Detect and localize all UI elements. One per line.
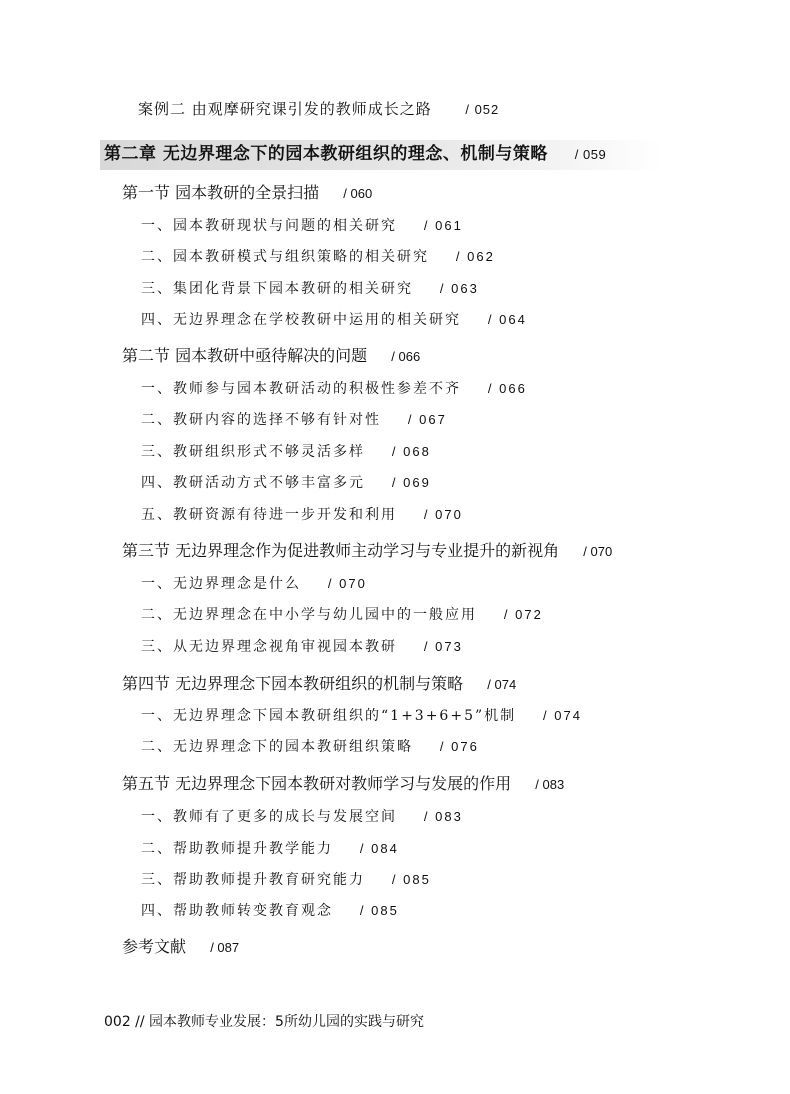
toc-item-entry [141,842,399,856]
toc-references-page: / 087 [210,940,240,955]
toc-item-title: 四、无边界理念在学校教研中运用的相关研究 [141,312,461,328]
toc-item-entry [141,640,463,654]
toc-item-entry [141,445,431,459]
toc-item-page: / 069 [391,475,431,490]
toc-item-page: / 067 [407,412,447,427]
toc-item-entry [141,250,495,264]
toc-section-entry [122,776,564,792]
toc-item-page: / 064 [487,312,527,327]
toc-item-page: / 085 [391,872,431,887]
toc-chapter-entry [104,146,606,163]
toc-item-entry [141,873,431,887]
toc-section-title: 第三节 无边界理念作为促进教师主动学习与专业提升的新视角 [122,541,560,560]
toc-item-page: / 062 [455,249,495,264]
toc-section-entry [122,676,516,692]
toc-item-entry [141,508,463,522]
toc-item-entry [141,608,543,622]
toc-item-title: 一、无边界理念是什么 [141,576,301,592]
toc-chapter-page: / 059 [574,147,607,162]
toc-item-title: 二、无边界理念下的园本教研组织策略 [141,739,413,755]
toc-item-title: 三、帮助教师提升教育研究能力 [141,872,365,888]
toc-case-entry [138,102,499,117]
toc-section-page: / 060 [343,186,373,201]
toc-section-title: 第五节 无边界理念下园本教研对教师学习与发展的作用 [122,774,512,793]
toc-section-page: / 083 [535,777,565,792]
toc-item-page: / 072 [503,607,543,622]
toc-item-entry [141,709,582,723]
toc-item-page: / 073 [423,639,463,654]
toc-item-title: 一、无边界理念下园本教研组织的“1+3+6+5”机制 [141,708,517,724]
page-footer: 002 // 园本教师专业发展：5所幼儿园的实践与研究 [104,1014,424,1030]
toc-item-entry [141,313,527,327]
toc-item-page: / 074 [543,708,582,723]
toc-item-entry [141,382,527,396]
toc-item-page: / 083 [423,809,463,824]
toc-item-page: / 068 [391,444,431,459]
toc-item-title: 四、教研活动方式不够丰富多元 [141,475,365,491]
toc-section-entry [122,348,420,364]
toc-references-entry [122,939,239,955]
toc-item-entry [141,810,463,824]
toc-chapter-title: 第二章 无边界理念下的园本教研组织的理念、机制与策略 [104,144,548,164]
toc-item-entry [141,904,399,918]
toc-item-title: 一、教师参与园本教研活动的积极性参差不齐 [141,381,461,397]
toc-item-title: 四、帮助教师转变教育观念 [141,903,333,919]
toc-item-entry [141,577,367,591]
toc-item-page: / 061 [423,218,463,233]
toc-entry-page: / 052 [465,102,500,117]
toc-item-page: / 063 [439,281,479,296]
toc-section-title: 第二节 园本教研中亟待解决的问题 [122,346,368,365]
toc-item-title: 一、园本教研现状与问题的相关研究 [141,218,397,234]
toc-item-title: 一、教师有了更多的成长与发展空间 [141,809,397,825]
toc-section-entry [122,543,612,559]
toc-item-page: / 084 [359,841,399,856]
toc-section-page: / 070 [583,544,613,559]
toc-entry-title: 案例二 由观摩研究课引发的教师成长之路 [138,100,432,118]
toc-item-entry [141,282,479,296]
toc-item-title: 三、从无边界理念视角审视园本教研 [141,639,397,655]
toc-item-page: / 070 [423,507,463,522]
toc-section-entry [122,185,372,201]
toc-item-entry [141,413,447,427]
toc-item-entry [141,476,431,490]
toc-item-page: / 066 [487,381,527,396]
toc-section-title: 第四节 无边界理念下园本教研组织的机制与策略 [122,674,464,693]
toc-item-title: 二、教研内容的选择不够有针对性 [141,412,381,428]
toc-item-title: 三、集团化背景下园本教研的相关研究 [141,281,413,297]
toc-item-title: 三、教研组织形式不够灵活多样 [141,444,365,460]
toc-item-page: / 085 [359,903,399,918]
toc-item-entry [141,740,479,754]
toc-item-title: 五、教研资源有待进一步开发和利用 [141,507,397,523]
toc-section-title: 第一节 园本教研的全景扫描 [122,183,320,202]
toc-item-title: 二、无边界理念在中小学与幼儿园中的一般应用 [141,607,477,623]
toc-section-page: / 066 [391,349,421,364]
toc-item-page: / 070 [327,576,367,591]
toc-section-page: / 074 [487,677,517,692]
toc-references-title: 参考文献 [122,937,187,956]
toc-item-title: 二、帮助教师提升教学能力 [141,841,333,857]
toc-item-page: / 076 [439,739,479,754]
toc-item-entry [141,219,463,233]
toc-item-title: 二、园本教研模式与组织策略的相关研究 [141,249,429,265]
